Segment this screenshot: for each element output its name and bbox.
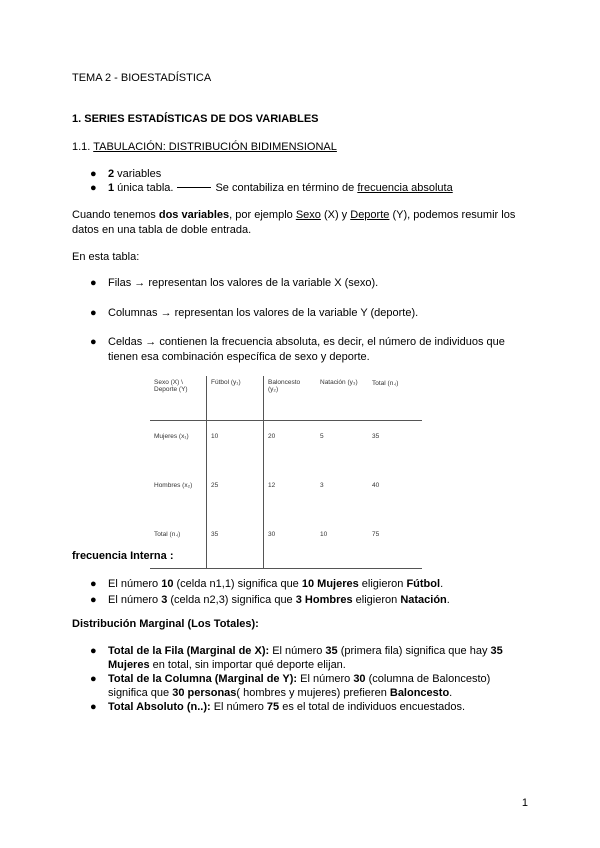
- bullet-icon: ●: [90, 673, 97, 685]
- list-item: ● El número 10 (celda n1,1) significa que 10 Mujeres eligieron Fútbol.: [90, 578, 444, 590]
- bullet-icon: ●: [90, 578, 97, 590]
- bullet-icon: ●: [90, 701, 97, 713]
- table-explanation-list: [72, 276, 378, 290]
- bullet-icon: ●: [90, 168, 97, 180]
- table-header-row: Sexo (X) \ Deporte (Y) Fútbol (y₁) Baloncesto (y₂) Natación (y₃) Total (n.ⱼ): [150, 376, 422, 421]
- dash-line: [177, 187, 211, 188]
- list-item: ● 1 única tabla. Se contabiliza en término de frecuencia absoluta: [90, 182, 453, 194]
- list-item: ● Total de la Columna (Marginal de Y): El número 30 (columna de Baloncesto) significa que 30 personas( hombres y mujeres) prefieren Baloncesto.: [90, 673, 491, 699]
- subsection-heading: 1.1. TABULACIÓN: DISTRIBUCIÓN BIDIMENSIONAL: [72, 141, 337, 153]
- list-item: ● Total Absoluto (n..): El número 75 es el total de individuos encuestados.: [90, 701, 466, 713]
- bullet-icon: ●: [90, 336, 97, 348]
- list-item: ● Total de la Fila (Marginal de X): El número 35 (primera fila) significa que hay 35 Mujeres en total, sin importar qué deporte elijan.: [90, 645, 503, 671]
- table-row: Hombres (x₂) 25 12 3 40: [150, 470, 422, 519]
- marginal-list: [72, 644, 503, 714]
- table-row: Total (n.ᵢ) 35 30 10 75: [150, 519, 422, 569]
- frequency-link: frecuencia absoluta: [357, 182, 453, 194]
- list-item: ● Celdas → contienen la frecuencia absoluta, es decir, el número de individuos que tienen esa combinación específica de sexo y deporte.: [90, 336, 505, 363]
- table-row: Mujeres (x₁) 10 20 5 35: [150, 421, 422, 471]
- table-explanation-list: [72, 306, 418, 320]
- table-intro: En esta tabla:: [72, 251, 140, 263]
- bullet-icon: ●: [90, 182, 97, 194]
- list-item: ● 2 variables: [90, 168, 162, 180]
- internal-frequency-list: [72, 576, 450, 608]
- bullet-icon: ●: [90, 594, 97, 606]
- list-item: ● El número 3 (celda n2,3) significa que 3 Hombres eligieron Natación.: [90, 594, 450, 606]
- intro-paragraph: Cuando tenemos dos variables, por ejemplo Sexo (X) y Deporte (Y), podemos resumir los datos en una tabla de doble entrada.: [72, 209, 516, 236]
- bullet-icon: ●: [90, 307, 97, 319]
- marginal-heading: Distribución Marginal (Los Totales):: [72, 618, 259, 630]
- list-item: ● Filas → representan los valores de la variable X (sexo).: [90, 277, 379, 289]
- page-number: 1: [521, 797, 528, 809]
- document-title: TEMA 2 - BIOESTADÍSTICA: [72, 72, 212, 84]
- section-heading: 1. SERIES ESTADÍSTICAS DE DOS VARIABLES: [72, 113, 319, 125]
- table-explanation-list: [72, 335, 505, 365]
- list-item: ● Columnas → representan los valores de la variable Y (deporte).: [90, 307, 419, 319]
- bullet-icon: ●: [90, 277, 97, 289]
- variables-list: [72, 167, 453, 195]
- bullet-icon: ●: [90, 645, 97, 657]
- internal-frequency-heading: frecuencia Interna :: [72, 550, 174, 562]
- frequency-table: [150, 376, 422, 569]
